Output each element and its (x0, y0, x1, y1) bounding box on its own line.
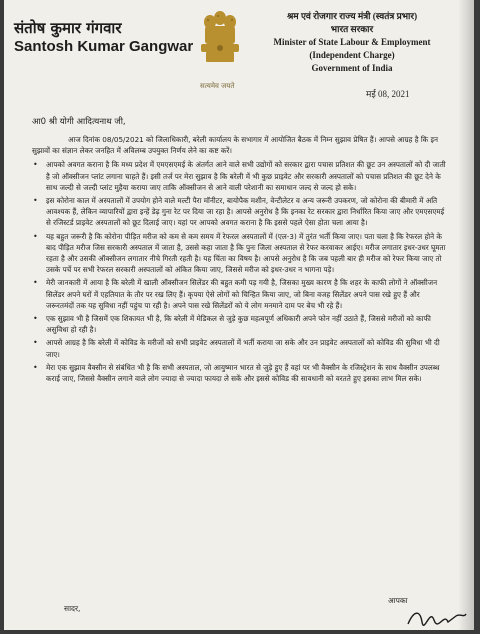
suggestion-text: इस कोरोना काल में अस्पतालों में उपयोग होने वाले मल्टी पैरा मॉनीटर, बायोपैक मशीन, वेन्टीलेटर व अन्य जरूरी उपकरण, जो कोरोना की बीमारी में अति आवश्यक हैं, लेकिन व्यापारियों द्वारा इन्हें डेढ़ गुना रेट पर दिया जा रहा है। आपसे अनुरोध है कि इनका रेट सरकार द्वारा निर्धारित किया जाए और एमएसएमई से रजिस्टर्ड प्राइवेट अस्पतालों को छूट दिलाई जाए। यहां पर आपको अवगत कराना है कि इससे पहले ऐसा होता चला आया है। (46, 196, 445, 228)
closing: सादर, (64, 604, 81, 613)
govt-english: Government of India (311, 63, 393, 73)
salutation: आ0 श्री योगी आदित्यनाथ जी, (32, 117, 126, 127)
bullet-icon: • (33, 338, 38, 348)
bullet-icon: • (33, 196, 38, 206)
suggestion-item (32, 159, 446, 193)
designation-hindi: श्रम एवं रोजगार राज्य मंत्री (स्वतंत्र प्रभार) (286, 11, 418, 21)
emblem-motto: सत्यमेव जयते (200, 82, 235, 90)
suggestion-text: आपको अवगत कराना है कि मध्य प्रदेश में एमएसएमई के अंतर्गत आने वाले सभी उद्योगों को सरकार द्वारा पचास प्रतिशत की छूट उन अस्पतालों को दी जाती है जो ऑक्सीजन प्लांट लगाना चाहते हैं। इसी तर्ज पर मेरा सुझाव है कि बरेली में भी कुछ प्राइवेट और सरकारी अस्पतालों को पचास प्रतिशत की छूट देने के साथ जल्दी से जल्दी प्लांट मुहैया कराया जाए ताकि ऑक्सीजन से आने वाली परेशानी का समाधान जल्द से जल्द हो सके। (46, 160, 446, 192)
sender-name-english: Santosh Kumar Gangwar (14, 38, 194, 55)
suggestion-text: यह बहुत जरूरी है कि कोरोना पीड़ित मरीज को कम से कम समय में रेफरल अस्पतालों में (एल-3) में तुरंत भर्ती किया जाए। पता चला है कि रेफरल होने के बाद पीड़ित मरीज जिस सरकारी अस्पताल में जाता है, उससे कहा जाता है कि पुनः जिला अस्पताल से रेफर करवाकर आईए। मरीज लगातार इधर-उधर घूमता रहता है और उसकी ऑक्सीजन लगातार नीचे गिरती रहती है। यह चिंता का विषय है। आपसे अनुरोध है कि जब पहली बार ही मरीज को रेफर किया जाए तो उसके पर्चे पर सभी रेफरल सरकारी अस्पतालों को अंकित किया जाए, जिससे मरीज को इधर-उधर न भागना पड़े। (46, 231, 446, 275)
signoff: आपका (388, 596, 408, 605)
designation-block (252, 10, 452, 75)
suggestion-item (32, 313, 446, 335)
suggestion-text: मेरा एक सुझाव वैक्सीन से संबंधित भी है कि सभी अस्पताल, जो आयुष्मान भारत से जुड़े हुए हैं वहां पर भी वैक्सीन के रजिस्ट्रेशन के साथ वैक्सीन उपलब्ध कराई जाए, जिससे वैक्सीन लगाने वाले लोग ज्यादा से ज्यादा फायदा ले सकें और इससे कोविड की सावधानी को वरतते हुए इसका लाभ मिल सके। (46, 362, 440, 384)
suggestion-text: एक सुझाव भी है जिसमें एक शिकायत भी है, कि बरेली में मेडिकल से जुड़े कुछ महत्वपूर्ण अधिकारी अपने फोन नहीं उठाते हैं, जिससे मरीजों को काफी असुविधा हो रही है। (46, 314, 431, 335)
letter-page (4, 0, 474, 630)
suggestion-item (32, 231, 446, 276)
suggestion-text: आपसे आग्रह है कि बरेली में कोविड के मरीजों को सभी प्राइवेट अस्पतालों में भर्ती कराया जा सके और उन प्राइवेट अस्पतालों को कोविड की सुविधा भी दी जाए। (46, 338, 440, 359)
sender-name-hindi: संतोष कुमार गंगवार (14, 19, 122, 37)
signature-icon (404, 602, 470, 630)
suggestion-item (32, 195, 446, 229)
intro-paragraph: आज दिनांक 08/05/2021 को जिलाधिकारी, बरेली कार्यालय के सभागार में आयोजित बैठक में निम्न सुझाव प्रेषित हैं। आपसे आग्रह है कि इन सुझावों का संज्ञान लेकर जनहित में अविलम्ब उपयुक्त निर्णय लेने का कष्ट करें। (32, 135, 439, 156)
letter-date: मई 08, 2021 (366, 89, 410, 99)
letter-body (32, 134, 446, 386)
bullet-icon: • (33, 278, 38, 288)
suggestion-item (32, 362, 446, 384)
suggestion-item (32, 277, 446, 311)
bullet-icon: • (33, 314, 38, 324)
bullet-icon: • (33, 160, 38, 170)
national-emblem-icon (196, 6, 244, 66)
suggestion-item (32, 337, 446, 359)
govt-hindi: भारत सरकार (330, 24, 374, 34)
bullet-icon: • (33, 362, 38, 372)
designation-english: Minister of State Labour & Employment (273, 37, 431, 47)
charge-english: (Independent Charge) (309, 50, 395, 60)
bullet-icon: • (33, 231, 38, 241)
suggestion-text: मेरी जानकारी में आया है कि बरेली में खाली ऑक्सीजन सिलेंडर की बहुत कमी पड़ गयी है, जिसका मुख्य कारण है कि शहर के काफी लोगों ने ऑक्सीजन सिलेंडर अपने घरों में एहतियात के तौर पर रख लिए हैं। कृपया ऐसे लोगों को चिन्हित किया जाए, जो बिना वजह सिलेंडर अपने पास रखे हुए हैं और जरूरतमंदों तक यह सुविधा नहीं पहुंच पा रही है। अपने पास रखे सिलेंडरों को ये लोग मनमाने दाम पर बेच भी रहे हैं। (46, 278, 438, 310)
